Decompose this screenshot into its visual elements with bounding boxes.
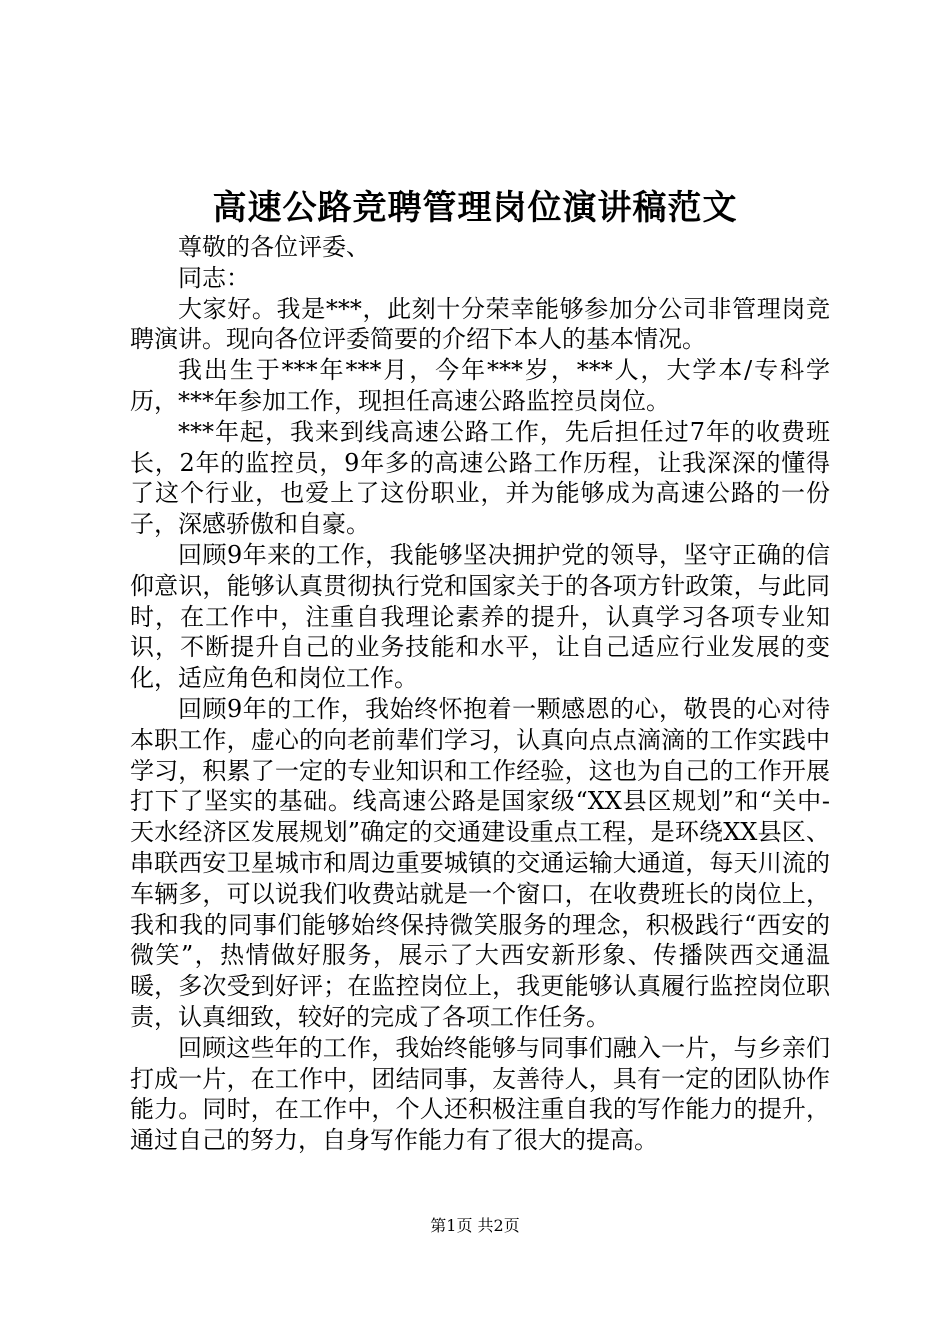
page-number-footer: 第1页 共2页 (430, 1216, 520, 1235)
paragraph-greeting: 大家好。我是***，此刻十分荣幸能够参加分公司非管理岗竞聘演讲。现向各位评委简要的介绍下本人的基本情况。 (130, 294, 830, 354)
paragraph-teamwork-review: 回顾这些年的工作，我始终能够与同事们融入一片，与乡亲们打成一片，在工作中，团结同事，友善待人，具有一定的团队协作能力。同时，在工作中，个人还积极注重自我的写作能力的提升，通过自己的努力，自身写作能力有了很大的提高。 (130, 1033, 830, 1155)
paragraph-work-review: 回顾9年的工作，我始终怀抱着一颗感恩的心，敬畏的心对待本职工作，虚心的向老前辈们学习，认真向点点滴滴的工作实践中学习，积累了一定的专业知识和工作经验，这也为自己的工作开展打下了坚实的基础。线高速公路是国家级“XX县区规划”和“关中-天水经济区发展规划”确定的交通建设重点工程，是环绕XX县区、串联西安卫星城市和周边重要城镇的交通运输大通道，每天川流的车辆多，可以说我们收费站就是一个窗口，在收费班长的岗位上，我和我的同事们能够始终保持微笑服务的理念，积极践行“西安的微笑”，热情做好服务，展示了大西安新形象、传播陕西交通温暖，多次受到好评；在监控岗位上，我更能够认真履行监控岗位职责，认真细致，较好的完成了各项工作任务。 (130, 694, 830, 1031)
document-body (130, 232, 830, 1156)
salutation-line-1: 尊敬的各位评委、 (178, 233, 370, 261)
paragraph-personal-info: 我出生于***年***月，今年***岁，***人，大学本/专科学历，***年参加工作，现担任高速公路监控员岗位。 (130, 356, 830, 415)
paragraph-work-history: ***年起，我来到线高速公路工作，先后担任过7年的收费班长，2年的监控员，9年多的高速公路工作历程，让我深深的懂得了这个行业，也爱上了这份职业，并为能够成为高速公路的一份子，深感骄傲和自豪。 (130, 417, 830, 539)
document-title: 高速公路竞聘管理岗位演讲稿范文 (212, 188, 738, 228)
salutation-line-2: 同志： (178, 263, 250, 292)
paragraph-political-review: 回顾9年来的工作，我能够坚决拥护党的领导，坚守正确的信仰意识，能够认真贯彻执行党和国家关于的各项方针政策，与此同时，在工作中，注重自我理论素养的提升，认真学习各项专业知识，不断提升自己的业务技能和水平，让自己适应行业发展的变化，适应角色和岗位工作。 (130, 540, 830, 693)
